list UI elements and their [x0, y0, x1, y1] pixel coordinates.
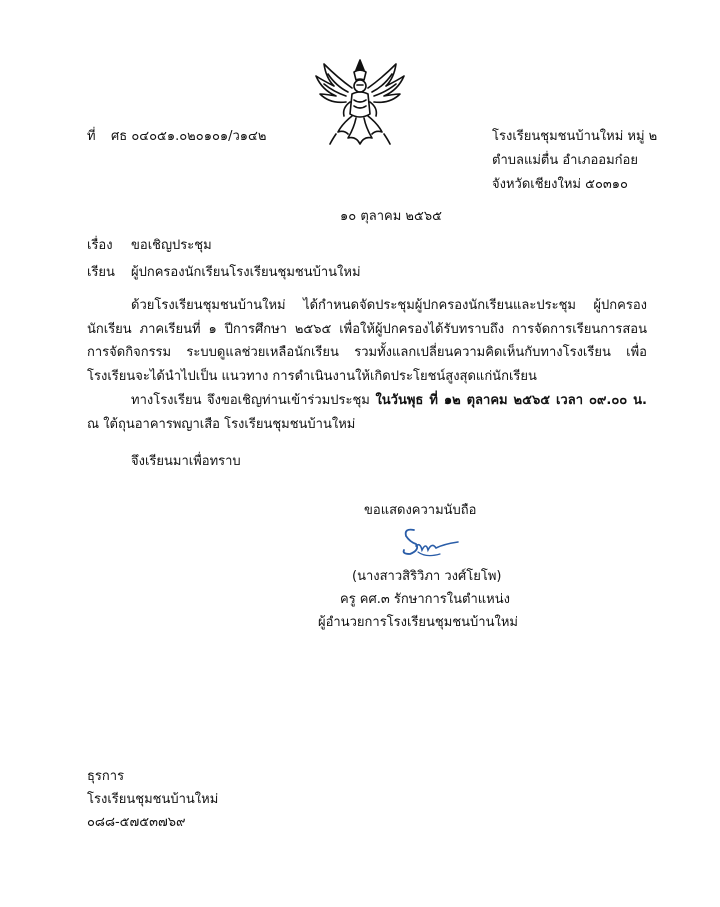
letter-date: ๑๐ ตุลาคม ๒๕๖๕ — [340, 209, 442, 224]
meeting-datetime: ในวันพุธ ที่ ๑๒ ตุลาคม ๒๕๖๕ เวลา ๐๙.๐๐ น. — [375, 393, 647, 408]
reference-number: ศธ ๐๔๐๕๑.๐๒๐๑๐๑/ว๑๔๒ — [111, 129, 267, 144]
subject-label: เรื่อง — [87, 238, 113, 253]
reference-label: ที่ — [87, 129, 96, 144]
body-paragraph-2 — [87, 389, 647, 436]
signatory-position-1: ครู คศ.๓ รักษาการในตำแหน่ง — [340, 592, 510, 607]
address-line-1: โรงเรียนชุมชนบ้านใหม่ หมู่ ๒ — [492, 129, 658, 144]
footer-department: ธุรการ — [87, 769, 125, 784]
address-line-2: ตำบลแม่ตื่น อำเภออมก๋อย — [492, 153, 638, 168]
footer-school: โรงเรียนชุมชนบ้านใหม่ — [87, 792, 219, 807]
subject-value: ขอเชิญประชุม — [131, 238, 212, 253]
meeting-location: ณ ใต้ถุนอาคารพญาเสือ โรงเรียนชุมชนบ้านใหม่ — [87, 416, 356, 432]
garuda-emblem-icon — [312, 58, 408, 148]
footer-phone: ๐๘๘-๕๗๕๓๗๖๙ — [87, 815, 186, 830]
signatory-position-2: ผู้อำนวยการโรงเรียนชุมชนบ้านใหม่ — [318, 615, 518, 630]
regards-line: ขอแสดงความนับถือ — [364, 503, 477, 518]
recipient-label: เรียน — [87, 265, 115, 280]
body-paragraph-1: ด้วยโรงเรียนชุมชนบ้านใหม่ ได้กำหนดจัดประชุมผู้ปกครองนักเรียนและประชุม ผู้ปกครองนักเรียน ภาคเรียนที่ ๑ ปีการศึกษา ๒๕๖๕ เพื่อให้ผู้ปกครองได้รับทราบถึง การจัดการเรียนการสอน การจัดกิจกรรม ระบบดูแลช่วยเหลือนักเรียน รวมทั้งแลกเปลี่ยนความคิดเห็นกับทางโรงเรียน เพื่อโรงเรียนจะได้นำไปเป็น แนวทาง การดำเนินงานให้เกิดประโยชน์สูงสุดแก่นักเรียน — [87, 298, 647, 384]
invitation-lead: ทางโรงเรียน จึงขอเชิญท่านเข้าร่วมประชุม — [131, 393, 376, 408]
handwritten-signature — [396, 524, 460, 564]
address-line-3: จังหวัดเชียงใหม่ ๕๐๓๑๐ — [492, 177, 628, 192]
recipient-value: ผู้ปกครองนักเรียนโรงเรียนชุมชนบ้านใหม่ — [131, 265, 361, 280]
closing-line: จึงเรียนมาเพื่อทราบ — [131, 454, 241, 469]
signatory-name: (นางสาวสิริวิภา วงศ์โยโพ) — [352, 569, 502, 584]
